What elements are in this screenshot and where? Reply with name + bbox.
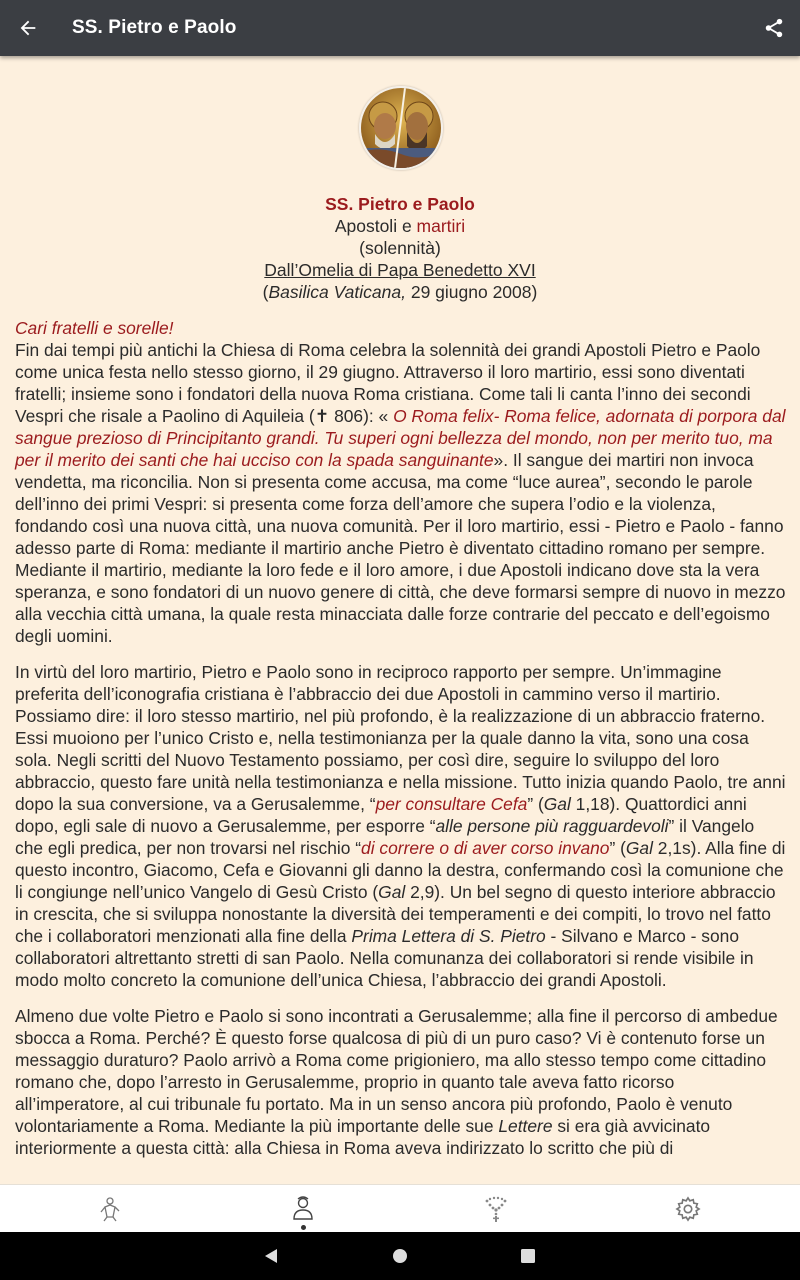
saint-figure-icon[interactable]: [10, 1185, 210, 1233]
saint-portrait-image: [359, 86, 443, 170]
arrow-back-icon[interactable]: [14, 14, 42, 42]
liturgical-rank: (solennità): [359, 238, 441, 258]
paragraph-3: Almeno due volte Pietro e Paolo si sono incontrati a Gerusalemme; alla fine il percorso di ambedue sbocca a Roma. Perché? È questo forse qualcosa di più di un puro caso? Vi è contenuto forse un messaggio duraturo? Paolo arrivò a Roma come prigioniero, ma allo stesso tempo come cittadino romano che, dopo l’arresto in Gerusalemme, proprio in quanto tale aveva fatto ricorso all’imperatore, al cui tribunale fu portato. Ma in un senso ancora più profondo, Paolo è venuto volontariamente a Roma. Mediante la più importante delle sue Lettere si era già avvicinato interiormente a questa città: alla Chiesa in Roma aveva indirizzato lo scritto che più di: [15, 1006, 778, 1158]
recents-square-icon[interactable]: [516, 1244, 540, 1268]
saint-name: SS. Pietro e Paolo: [325, 194, 475, 214]
page-title: SS. Pietro e Paolo: [72, 17, 237, 38]
source-link[interactable]: Dall’Omelia di Papa Benedetto XVI: [264, 260, 536, 280]
home-circle-icon[interactable]: [388, 1244, 412, 1268]
saint-header: [0, 193, 800, 303]
homily-text: [15, 317, 787, 1173]
paragraph-2: In virtù del loro martirio, Pietro e Paolo sono in reciproco rapporto per sempre. Un’immagine preferita dell’iconografia cristiana è l’abbraccio dei due Apostoli in cammino verso il martirio. Possiamo dire: il loro stesso martirio, nel più profondo, è la realizzazione di un abbraccio fraterno. Essi muoiono per l’unico Cristo e, nella testimonianza per la quale danno la vita, sono una cosa sola. Negli scritti del Nuovo Testamento possiamo, per così dire, seguire lo sviluppo del loro abbraccio, questo fare unità nella testimonianza e nella missione. Tutto inizia quando Paolo, tre anni dopo la sua conversione, va a Gerusalemme, “per consultare Cefa” (Gal 1,18). Quattordici anni dopo, egli sale di nuovo a Gerusalemme, per esporre “alle persone più ragguardevoli” il Vangelo che egli predica, per non trovarsi nel rischio “di correre o di aver corso invano” (Gal 2,1s). Alla fine di questo incontro, Giacomo, Cefa e Giovanni gli danno la destra, confermando così la comunione che li congiunge nell’unico Vangelo di Gesù Cristo (Gal 2,9). Un bel segno di questo interiore abbraccio in crescita, che si sviluppa nonostante la diversità dei temperamenti e dei compiti, lo trovo nel fatto che i collaboratori menzionati alla fine della Prima Lettera di S. Pietro - Silvano e Marco - sono collaboratori altrettanto stretti di san Paolo. Nella comunanza dei collaboratori si rende visibile in modo molto concreto la comunione dell’unica Chiesa, l’abbraccio dei grandi Apostoli.: [15, 662, 786, 990]
system-navigation-bar: [0, 1232, 800, 1280]
share-icon[interactable]: [760, 14, 788, 42]
greeting: Cari fratelli e sorelle!: [15, 318, 174, 338]
settings-gear-icon[interactable]: [588, 1185, 788, 1233]
back-triangle-icon[interactable]: [259, 1244, 283, 1268]
saint-subtitle: [0, 215, 800, 237]
martiri-link[interactable]: martiri: [416, 216, 466, 236]
hymn-quote: O Roma felix- Roma felice, adornata di porpora dal sangue prezioso di Principitanto grandi. Tu superi ogni bellezza del mondo, non per merito tuo, ma per il merito dei santi che hai ucciso con la spada sanguinante: [15, 406, 786, 470]
subtitle-prefix: Apostoli e: [334, 216, 417, 236]
app-bar: [0, 0, 800, 56]
source-place: (Basilica Vaticana, 29 giugno 2008): [262, 282, 538, 302]
saint-content[interactable]: [0, 56, 800, 1184]
selected-indicator: [301, 1225, 306, 1230]
bottom-navigation: [0, 1184, 800, 1233]
paragraph-1: Cari fratelli e sorelle! Fin dai tempi più antichi la Chiesa di Roma celebra la solennità dei grandi Apostoli Pietro e Paolo come unica festa nello stesso giorno, il 29 giugno. Attraverso il loro martirio, essi sono diventati fratelli; insieme sono i fondatori della nuova Roma cristiana. Come tali li canta l’inno dei secondi Vespri che risale a Paolino di Aquileia (✝ 806): « O Roma felix- Roma felice, adornata di porpora dal sangue prezioso di Principitanto grandi. Tu superi ogni bellezza del mondo, non per merito tuo, ma per il merito dei santi che hai ucciso con la spada sanguinante». Il sangue dei martiri non invoca vendetta, ma riconcilia. Non si presenta come accusa, ma come “luce aurea”, secondo le parole dell’inno dei primi Vespri: si presenta come forza dell’amore che supera l’odio e la violenza, fondando così una nuova città, una nuova comunità. Per il loro martirio, essi - Pietro e Paolo - fanno adesso parte di Roma: mediante il martirio anche Pietro è diventato cittadino romano per sempre. Mediante il martirio, mediante la loro fede e il loro amore, i due Apostoli indicano dove sta la vera speranza, e sono fondatori di un nuovo genere di città, che deve formarsi sempre di nuovo in mezzo alla vecchia città umana, la quale resta minacciata dalle forze contrarie del peccato e dell’egoismo degli uomini.: [15, 318, 786, 646]
rosary-icon[interactable]: [396, 1185, 596, 1233]
